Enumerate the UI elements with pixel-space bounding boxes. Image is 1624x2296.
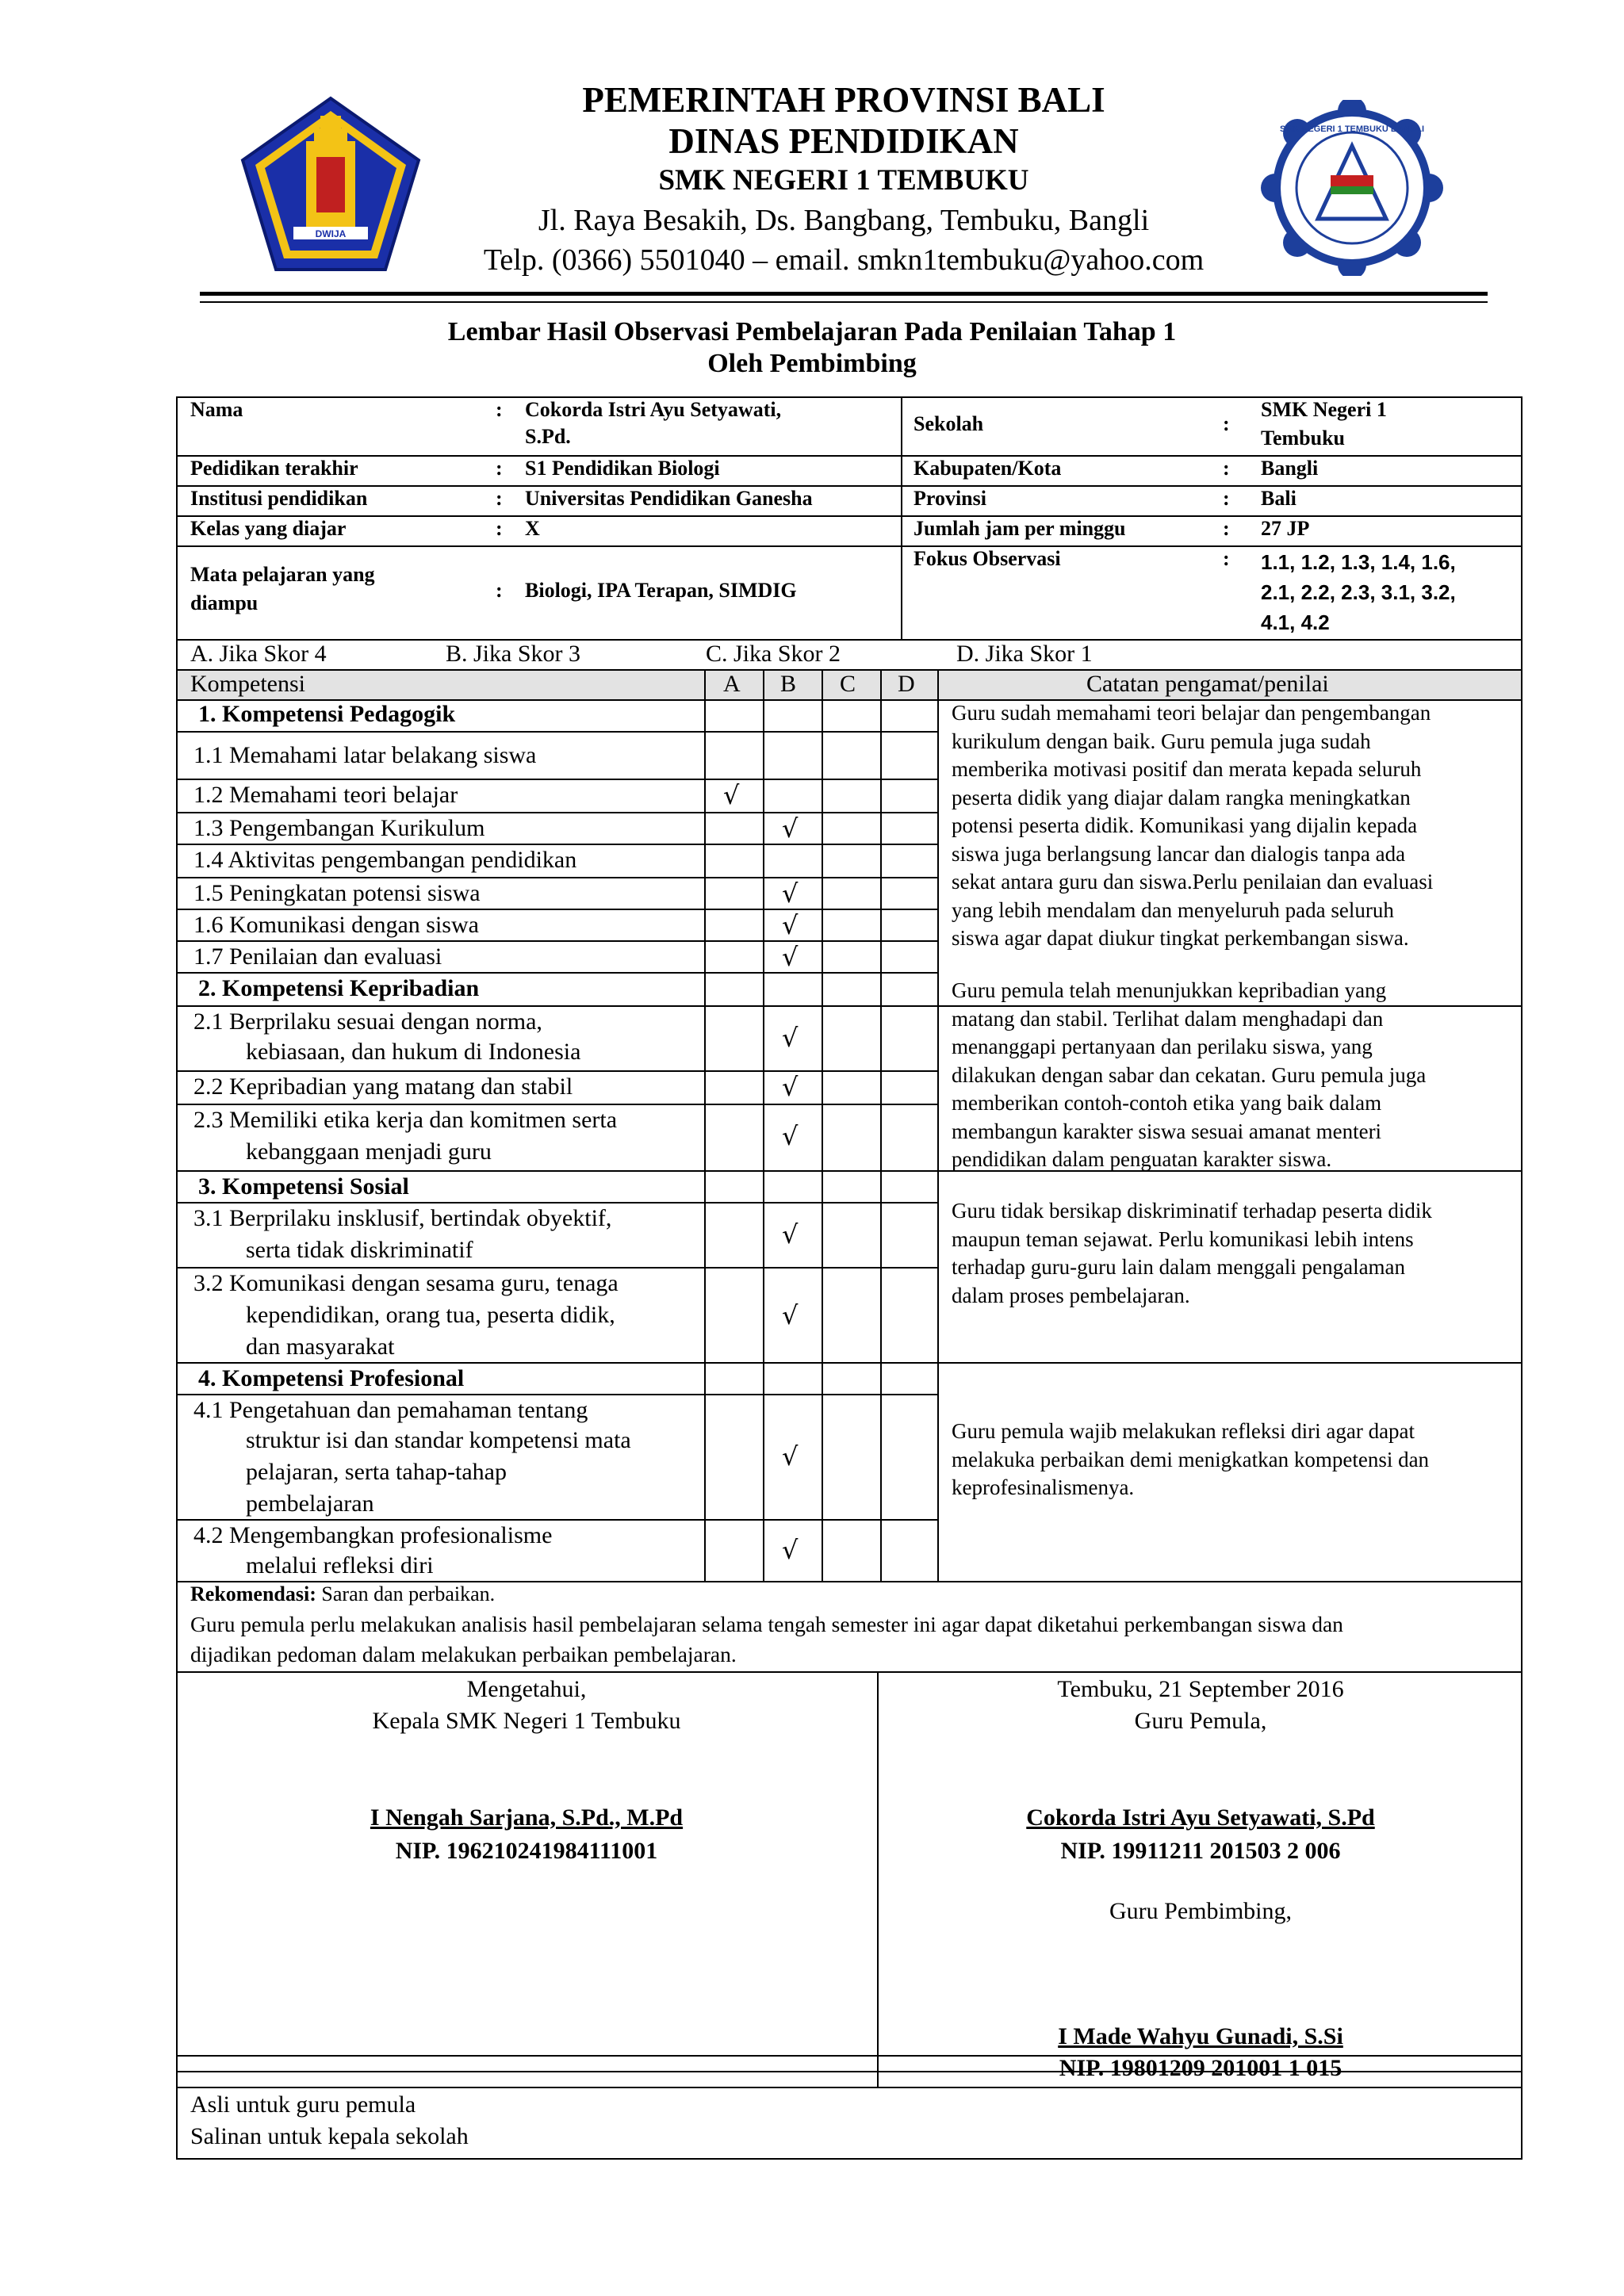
check-2-3: √ — [782, 1121, 799, 1151]
note-line: peserta didik yang diajar dalam rangka meningkatkan — [952, 785, 1411, 809]
item-2-1: 2.1 Berprilaku sesuai dengan norma, — [193, 1008, 542, 1035]
check-1-3: √ — [782, 813, 799, 844]
nama-value: Cokorda Istri Ayu Setyawati, — [525, 398, 782, 421]
note-line: siswa agar dapat diukur tingkat perkembangan siswa. — [952, 926, 1409, 950]
item-1-4: 1.4 Aktivitas pengembangan pendidikan — [193, 847, 577, 873]
item-2-2: 2.2 Kepribadian yang matang dan stabil — [193, 1073, 573, 1100]
rekomendasi-label: Rekomendasi: — [190, 1582, 316, 1605]
header-kompetensi: Kompetensi — [190, 671, 305, 697]
kelas-value: X — [525, 517, 540, 540]
note-line: terhadap guru-guru lain dalam menggali pengalaman — [952, 1255, 1406, 1279]
note-line: membangun karakter siswa sesuai amanat menteri — [952, 1119, 1382, 1143]
note-line: matang dan stabil. Terlihat dalam menghadapi dan — [952, 1006, 1384, 1031]
check-1-5: √ — [782, 878, 799, 909]
colon: : — [1223, 487, 1230, 510]
note-line: Guru pemula wajib melakukan refleksi diri agar dapat — [952, 1419, 1415, 1443]
sekolah-label: Sekolah — [914, 412, 984, 435]
sig-left-2: Kepala SMK Negeri 1 Tembuku — [372, 1708, 681, 1734]
item-1-1: 1.1 Memahami latar belakang siswa — [193, 742, 537, 768]
sig-left-name: I Nengah Sarjana, S.Pd., M.Pd — [370, 1804, 684, 1831]
letterhead-contact: Telp. (0366) 5501040 – email. smkn1tembuku@yahoo.com — [483, 243, 1205, 277]
scale-a: A. Jika Skor 4 — [190, 641, 327, 667]
note-line: Guru pemula telah menunjukkan kepribadian yang — [952, 978, 1387, 1002]
note-line: dalam proses pembelajaran. — [952, 1283, 1190, 1307]
sekolah-value-2: Tembuku — [1261, 427, 1345, 450]
item-2-3: 2.3 Memiliki etika kerja dan komitmen serta — [193, 1107, 618, 1133]
mapel-value: Biologi, IPA Terapan, SIMDIG — [525, 579, 797, 602]
institusi-value: Universitas Pendidikan Ganesha — [525, 487, 813, 510]
item-4-1-cont: struktur isi dan standar kompetensi mata — [246, 1427, 631, 1453]
note-kepribadian — [952, 977, 1426, 1174]
rekomendasi-line2: dijadikan pedoman dalam melakukan perbaikan pembelajaran. — [190, 1642, 737, 1667]
item-4-1-cont2: pelajaran, serta tahap-tahap — [246, 1459, 507, 1485]
note-line: maupun teman sejawat. Perlu komunikasi lebih intens — [952, 1226, 1414, 1251]
letterhead-line3: SMK NEGERI 1 TEMBUKU — [658, 164, 1029, 197]
section-profesional: 4. Kompetensi Profesional — [198, 1365, 465, 1391]
footer-line1: Asli untuk guru pemula — [190, 2091, 416, 2118]
item-2-3-cont: kebanggaan menjadi guru — [246, 1138, 492, 1165]
note-line: Guru sudah memahami teori belajar dan pengembangan — [952, 701, 1431, 725]
item-1-6: 1.6 Komunikasi dengan siswa — [193, 912, 479, 938]
svg-text:SMK NEGERI 1 TEMBUKU BANGLI: SMK NEGERI 1 TEMBUKU BANGLI — [1279, 124, 1425, 134]
sig-right-name2: I Made Wahyu Gunadi, S.Si — [1058, 2023, 1343, 2049]
colon: : — [1223, 457, 1230, 480]
provinsi-value: Bali — [1261, 487, 1297, 510]
colon: : — [496, 579, 503, 602]
check-1-6: √ — [782, 910, 799, 940]
sig-left-nip: NIP. 196210241984111001 — [395, 1838, 658, 1864]
scale-d: D. Jika Skor 1 — [956, 641, 1093, 667]
check-4-2: √ — [782, 1535, 799, 1565]
item-4-1-cont3: pembelajaran — [246, 1490, 374, 1517]
note-line: dilakukan dengan sabar dan cekatan. Guru pemula juga — [952, 1062, 1427, 1087]
item-2-1-cont: kebiasaan, dan hukum di Indonesia — [246, 1039, 581, 1065]
pendidikan-value: S1 Pendidikan Biologi — [525, 457, 720, 480]
jam-label: Jumlah jam per minggu — [914, 517, 1126, 540]
fokus-value-3: 4.1, 4.2 — [1261, 610, 1330, 634]
header-a: A — [723, 671, 741, 697]
item-3-2-cont2: dan masyarakat — [246, 1334, 395, 1360]
note-line: siswa juga berlangsung lancar dan dialogis tanpa ada — [952, 841, 1406, 866]
note-line: potensi peserta didik. Komunikasi yang dijalin kepada — [952, 813, 1418, 837]
header-catatan: Catatan pengamat/penilai — [1086, 671, 1329, 697]
colon: : — [1223, 517, 1230, 540]
section-pedagogik: 1. Kompetensi Pedagogik — [198, 701, 456, 727]
kelas-label: Kelas yang diajar — [190, 517, 347, 540]
section-kepribadian: 2. Kompetensi Kepribadian — [198, 975, 480, 1001]
colon: : — [1223, 547, 1230, 570]
item-1-7: 1.7 Penilaian dan evaluasi — [193, 943, 442, 970]
header-c: C — [840, 671, 856, 697]
letterhead-address: Jl. Raya Besakih, Ds. Bangbang, Tembuku, Bangli — [538, 204, 1150, 237]
svg-text:DWIJA: DWIJA — [315, 228, 347, 239]
note-profesional — [952, 1418, 1429, 1502]
note-line: pendidikan dalam penguatan karakter siswa. — [952, 1147, 1332, 1171]
note-line: kurikulum dengan baik. Guru pemula juga sudah — [952, 729, 1371, 753]
sig-left-1: Mengetahui, — [466, 1676, 587, 1702]
note-line: menanggapi pertanyaan dan perilaku siswa, yang — [952, 1035, 1373, 1058]
mapel-label: Mata pelajaran yang — [190, 563, 375, 586]
fokus-value: 1.1, 1.2, 1.3, 1.4, 1.6, — [1261, 550, 1456, 574]
nama-label: Nama — [190, 398, 243, 421]
sig-right-nip2: NIP. 19801209 201001 1 015 — [1059, 2055, 1342, 2081]
item-1-5: 1.5 Peningkatan potensi siswa — [193, 880, 481, 906]
check-2-2: √ — [782, 1072, 799, 1102]
letterhead-rule — [200, 292, 1488, 296]
jam-value: 27 JP — [1261, 517, 1310, 540]
check-4-1: √ — [782, 1441, 799, 1471]
institusi-label: Institusi pendidikan — [190, 487, 368, 510]
header-d: D — [898, 671, 915, 697]
sig-right-2: Guru Pemula, — [1134, 1708, 1267, 1734]
fokus-value-2: 2.1, 2.2, 2.3, 3.1, 3.2, — [1261, 580, 1456, 604]
item-4-1: 4.1 Pengetahuan dan pemahaman tentang — [193, 1397, 588, 1423]
check-1-2: √ — [723, 780, 740, 810]
check-3-1: √ — [782, 1219, 799, 1249]
document-subtitle: Oleh Pembimbing — [707, 349, 917, 378]
colon: : — [496, 457, 503, 480]
pendidikan-label: Pedidikan terakhir — [190, 457, 358, 480]
kabupaten-label: Kabupaten/Kota — [914, 457, 1062, 480]
colon: : — [496, 487, 503, 510]
item-4-2: 4.2 Mengembangkan profesionalisme — [193, 1522, 553, 1548]
item-3-2-cont: kependidikan, orang tua, peserta didik, — [246, 1302, 615, 1328]
note-line: memberika motivasi positif dan merata kepada seluruh — [952, 757, 1422, 781]
colon: : — [496, 517, 503, 540]
item-1-3: 1.3 Pengembangan Kurikulum — [193, 815, 485, 841]
colon: : — [496, 398, 503, 421]
note-sosial — [952, 1197, 1432, 1310]
item-4-2-cont: melalui refleksi diri — [246, 1552, 434, 1578]
provinsi-label: Provinsi — [914, 487, 986, 510]
sig-right-3: Guru Pembimbing, — [1109, 1898, 1292, 1924]
note-pedagogik — [952, 699, 1433, 953]
kabupaten-value: Bangli — [1261, 457, 1319, 480]
item-1-2: 1.2 Memahami teori belajar — [193, 782, 458, 808]
sig-right-nip: NIP. 19911211 201503 2 006 — [1060, 1838, 1341, 1864]
check-2-1: √ — [782, 1023, 799, 1053]
section-sosial: 3. Kompetensi Sosial — [198, 1173, 409, 1200]
sig-right-1: Tembuku, 21 September 2016 — [1057, 1676, 1344, 1702]
fokus-label: Fokus Observasi — [914, 547, 1061, 570]
mapel-label-2: diampu — [190, 591, 259, 614]
letterhead-line2: DINAS PENDIDIKAN — [668, 121, 1019, 161]
note-line: sekat antara guru dan siswa.Perlu penilaian dan evaluasi — [952, 870, 1434, 894]
letterhead-rule-thin — [200, 301, 1488, 303]
sig-right-name: Cokorda Istri Ayu Setyawati, S.Pd — [1026, 1804, 1375, 1831]
scale-c: C. Jika Skor 2 — [706, 641, 841, 667]
note-line: melakuka perbaikan demi menigkatkan kompetensi dan — [952, 1447, 1430, 1471]
check-1-7: √ — [782, 942, 799, 972]
nama-value-2: S.Pd. — [525, 425, 571, 448]
note-line: Guru tidak bersikap diskriminatif terhadap peserta didik — [952, 1199, 1432, 1223]
rekomendasi-hint: Saran dan perbaikan. — [316, 1582, 496, 1605]
rekomendasi-line1: Guru pemula perlu melakukan analisis hasil pembelajaran selama tengah semester ini agar dapat diketahui perkembangan siswa dan — [190, 1612, 1343, 1636]
footer-line2: Salinan untuk kepala sekolah — [190, 2123, 469, 2149]
colon: : — [1223, 412, 1230, 435]
sekolah-value: SMK Negeri 1 — [1261, 398, 1387, 421]
document-title: Lembar Hasil Observasi Pembelajaran Pada Penilaian Tahap 1 — [447, 317, 1177, 346]
note-line: keprofesinalismenya. — [952, 1475, 1135, 1499]
note-line: yang lebih mendalam dan menyeluruh pada seluruh — [952, 897, 1394, 922]
scale-b: B. Jika Skor 3 — [446, 641, 581, 667]
note-line: memberikan contoh-contoh etika yang baik dalam — [952, 1091, 1382, 1115]
item-3-1-cont: serta tidak diskriminatif — [246, 1237, 473, 1263]
item-3-1: 3.1 Berprilaku insklusif, bertindak obyektif, — [193, 1205, 612, 1231]
letterhead-line1: PEMERINTAH PROVINSI BALI — [582, 80, 1105, 120]
item-3-2: 3.2 Komunikasi dengan sesama guru, tenaga — [193, 1270, 619, 1296]
header-b: B — [780, 671, 797, 697]
check-3-2: √ — [782, 1300, 799, 1330]
